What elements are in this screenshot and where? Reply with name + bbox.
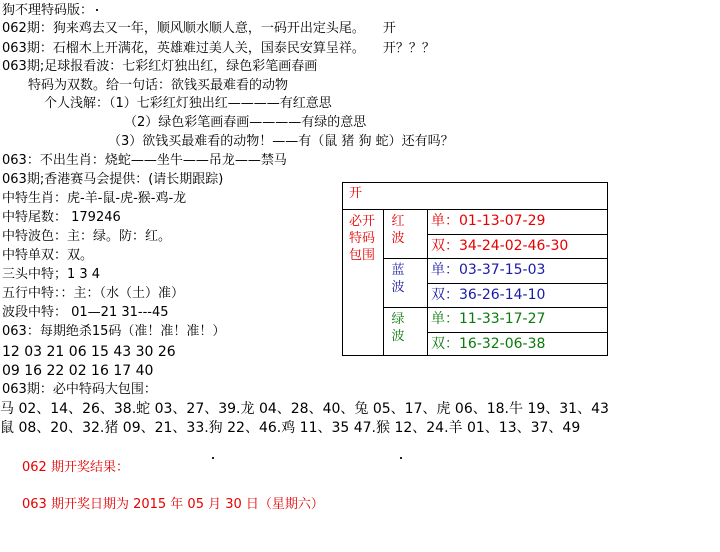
line-kill-nums-2: 09 16 22 02 16 17 40 [2, 363, 154, 379]
line-062-text: 062期：狗来鸡去又一年，顺风顺水顺人意，一码开出定头尾。 [2, 21, 365, 36]
line-jockey: 063期;香港赛马会提供：(请长期跟踪) [2, 172, 224, 187]
line-color: 中特波色：主：绿。防：红。 [2, 229, 172, 244]
number-row [431, 212, 545, 230]
row-tag: 单： [431, 262, 459, 278]
line-063-b: 063期;足球报看波：七彩红灯独出红，绿色彩笔画春画 [2, 59, 318, 74]
line-heads: 三头中特；1 3 4 [2, 267, 101, 282]
row-numbers: 36-26-14-10 [459, 286, 546, 303]
line-range: 波段中特： 01—21 31---45 [2, 305, 169, 320]
row-tag: 单： [431, 311, 459, 327]
box-must-label: 必开特码包围 [348, 214, 375, 263]
number-row [431, 335, 545, 353]
row-tag: 双： [431, 286, 459, 303]
line-zodiac: 中特生肖：虎-羊-鼠-虎-猴-鸡-龙 [2, 191, 187, 206]
number-row [431, 237, 568, 255]
line-surround-1: 马 02、14、26、38.蛇 03、27、39.龙 04、28、40、兔 05、17、虎 06、18.牛 19、31、43 [0, 401, 609, 417]
line-063-a-text: 063期：石榴木上开满花，英雄难过美人关，国泰民安算呈祥。 [2, 41, 365, 56]
line-surround: 063期：必中特码大包围： [2, 382, 157, 397]
number-row [431, 286, 545, 304]
row-numbers: 16-32-06-38 [459, 335, 546, 352]
result-title: 062 期开奖结果： [22, 460, 129, 475]
line-interp-1: 个人浅解：（1）七彩红灯独出红————有红意思 [44, 96, 332, 111]
line-062-suffix: 开 [382, 21, 396, 36]
prediction-box [342, 182, 608, 356]
line-hint: 特码为双数。给一句话：欲钱买最难看的动物 [28, 78, 289, 93]
row-numbers: 03-37-15-03 [459, 262, 546, 278]
row-tag: 双： [431, 335, 459, 352]
line-interp-2: （2）绿色彩笔画春画————有绿的意思 [124, 115, 367, 130]
wave-label: 红波 [391, 214, 405, 246]
line-no-zodiac: 063：不出生肖：烧蛇——坐牛——吊龙——禁马 [2, 153, 287, 168]
line-tail: 中特尾数： 179246 [2, 210, 121, 225]
line-interp-3: （3）欲钱买最难看的动物！——有（鼠 猪 狗 蛇）还有吗？ [108, 134, 454, 149]
box-open-label: 开 [349, 186, 363, 201]
line-kill-nums-1: 12 03 21 06 15 43 30 26 [2, 344, 176, 360]
line-063-a [2, 41, 435, 57]
row-numbers: 01-13-07-29 [459, 213, 546, 229]
wave-label: 蓝波 [391, 263, 405, 295]
line-element: 五行中特：：主：（水（土）准） [2, 286, 185, 301]
row-numbers: 11-33-17-27 [459, 311, 546, 327]
decor-dot [96, 9, 98, 11]
line-oddeven: 中特单双：双。 [2, 248, 94, 263]
row-tag: 单： [431, 213, 459, 229]
row-numbers: 34-24-02-46-30 [459, 237, 569, 254]
row-tag: 双： [431, 237, 459, 254]
decor-dot [400, 457, 402, 459]
draw-date: 063 期开奖日期为 2015 年 05 月 30 日（星期六） [22, 497, 324, 512]
number-row [431, 261, 545, 279]
line-063-a-suffix: 开？？？ [382, 41, 435, 56]
line-surround-2: 鼠 08、20、32.猪 09、21、33.狗 22、46.鸡 11、35 47.猴 12、24.羊 01、13、37、49 [0, 420, 581, 436]
decor-dot [212, 457, 214, 459]
wave-label: 绿波 [391, 312, 405, 344]
line-kill: 063：每期绝杀15码（准！准！准！） [2, 324, 226, 339]
line-062 [2, 21, 396, 37]
page-title: 狗不理特码版： [2, 3, 94, 18]
number-row [431, 310, 545, 328]
